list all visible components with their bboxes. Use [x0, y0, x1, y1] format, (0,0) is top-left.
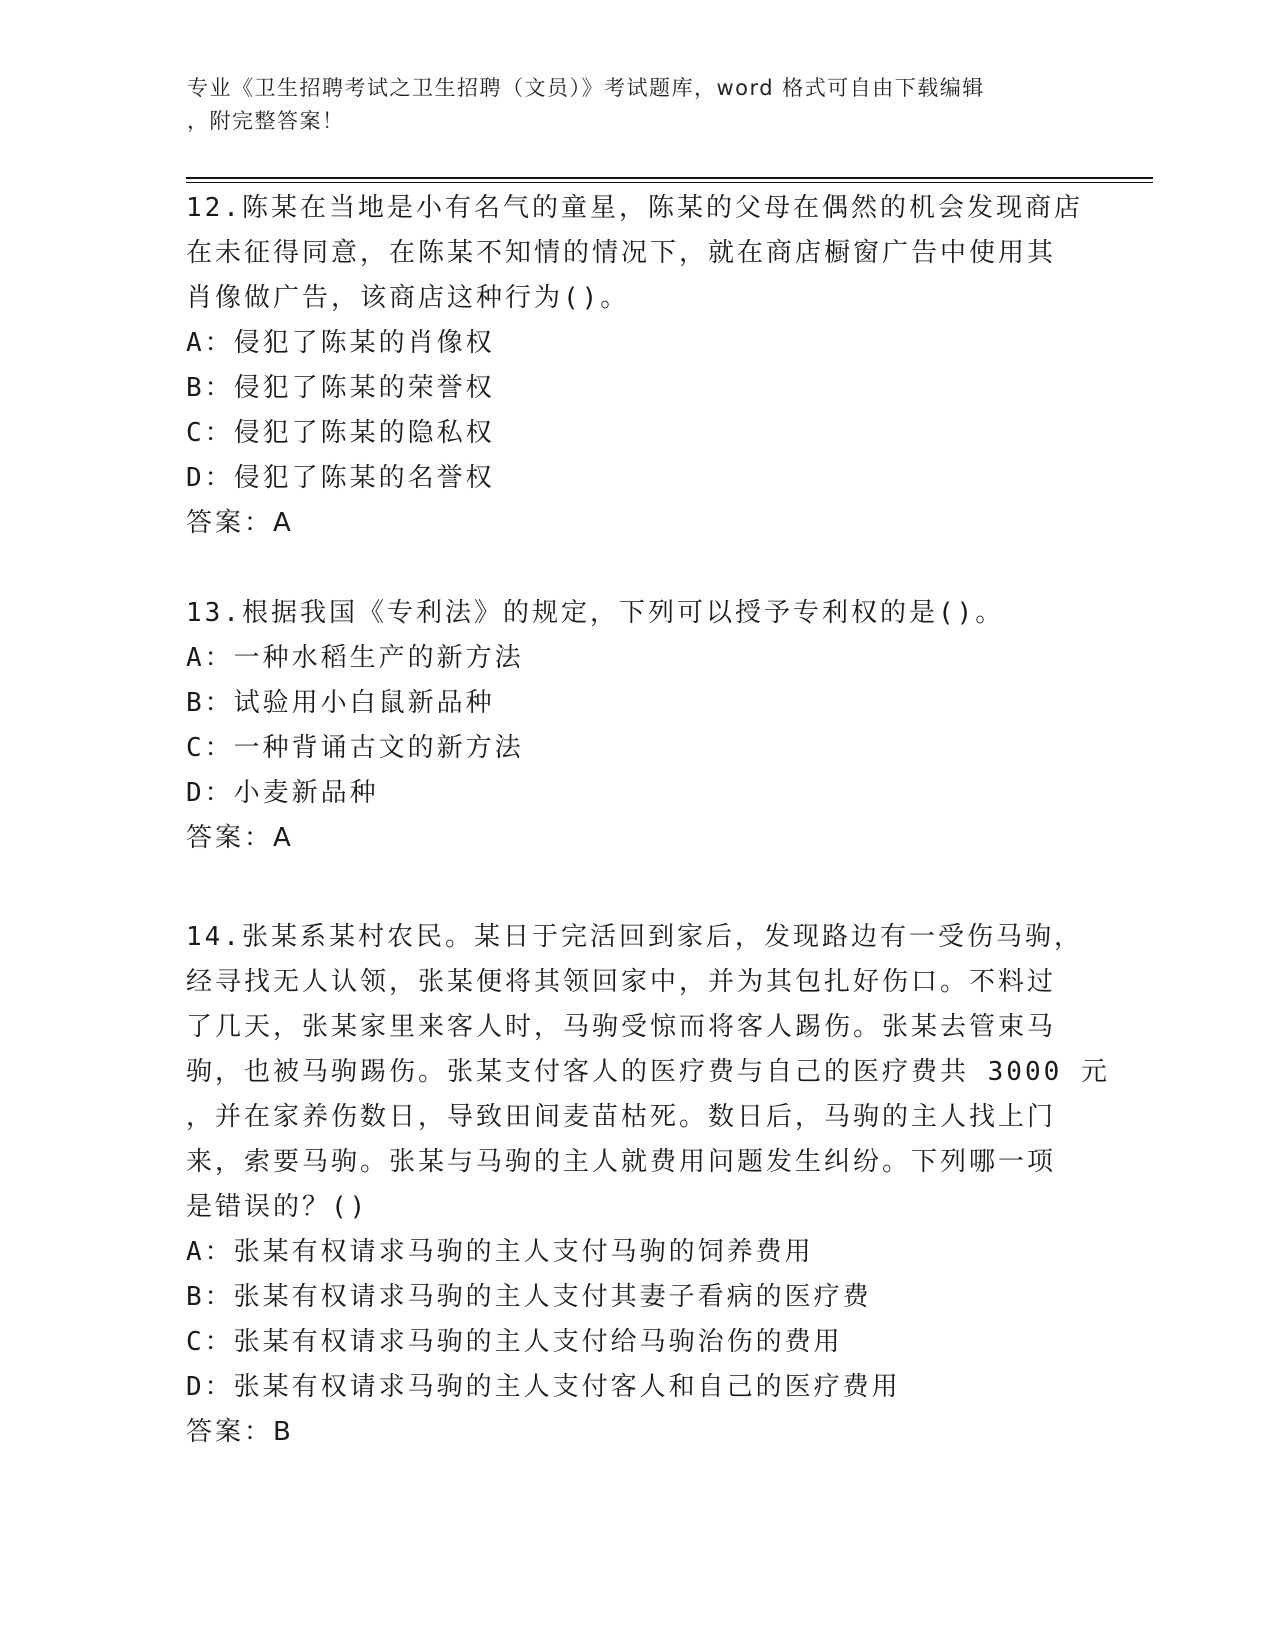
question-13-answer: 答案：A: [186, 823, 294, 853]
header-rule-thin: [186, 182, 1153, 183]
question-13-stem-line-1: 13.根据我国《专利法》的规定，下列可以授予专利权的是()。: [186, 598, 1005, 628]
spacer: [186, 861, 1086, 915]
header-line-1: 专业《卫生招聘考试之卫生招聘（文员）》考试题库，word 格式可自由下载编辑: [187, 76, 985, 100]
document-header: [187, 72, 1067, 138]
question-14-stem-line-4: 驹，也被马驹踢伤。张某支付客人的医疗费与自己的医疗费共 3000 元: [186, 1057, 1110, 1087]
question-14-stem-line-7: 是错误的？(): [186, 1192, 369, 1222]
question-13: [186, 591, 1086, 861]
question-14-stem-line-1: 14.张某系某村农民。某日于完活回到家后，发现路边有一受伤马驹，: [186, 922, 1083, 952]
question-14-option-d: D：张某有权请求马驹的主人支付客人和自己的医疗费用: [186, 1372, 901, 1402]
question-14-stem-line-2: 经寻找无人认领，张某便将其领回家中，并为其包扎好伤口。不料过: [186, 967, 1057, 997]
question-14-answer: 答案：B: [186, 1417, 294, 1447]
question-14-stem-line-5: ，并在家养伤数日，导致田间麦苗枯死。数日后，马驹的主人找上门: [186, 1102, 1057, 1132]
header-rule-thick: [186, 177, 1153, 179]
spacer: [186, 546, 1086, 591]
header-line-2: ，附完整答案！: [187, 109, 345, 133]
question-14-option-b: B：张某有权请求马驹的主人支付其妻子看病的医疗费: [186, 1282, 872, 1312]
question-14: [186, 915, 1110, 1455]
question-12: [186, 186, 1086, 546]
question-12-option-d: D：侵犯了陈某的名誉权: [186, 463, 495, 493]
question-12-answer: 答案：A: [186, 508, 294, 538]
question-14-option-c: C：张某有权请求马驹的主人支付给马驹治伤的费用: [186, 1327, 843, 1357]
question-14-option-a: A：张某有权请求马驹的主人支付马驹的饲养费用: [186, 1237, 814, 1267]
question-12-option-b: B：侵犯了陈某的荣誉权: [186, 373, 495, 403]
question-12-option-c: C：侵犯了陈某的隐私权: [186, 418, 495, 448]
question-12-option-a: A：侵犯了陈某的肖像权: [186, 328, 495, 358]
question-13-option-c: C：一种背诵古文的新方法: [186, 733, 524, 763]
question-12-stem-line-2: 在未征得同意，在陈某不知情的情况下，就在商店橱窗广告中使用其: [186, 238, 1057, 268]
question-14-stem-line-3: 了几天，张某家里来客人时，马驹受惊而将客人踢伤。张某去管束马: [186, 1012, 1057, 1042]
question-12-stem-line-3: 肖像做广告，该商店这种行为()。: [186, 283, 630, 313]
question-13-option-b: B：试验用小白鼠新品种: [186, 688, 495, 718]
question-13-option-a: A：一种水稻生产的新方法: [186, 643, 524, 673]
question-13-option-d: D：小麦新品种: [186, 778, 379, 808]
question-12-stem-line-1: 12.陈某在当地是小有名气的童星，陈某的父母在偶然的机会发现商店: [186, 193, 1083, 223]
question-list: [186, 186, 1110, 1455]
question-14-stem-line-6: 来，索要马驹。张某与马驹的主人就费用问题发生纠纷。下列哪一项: [186, 1147, 1057, 1177]
